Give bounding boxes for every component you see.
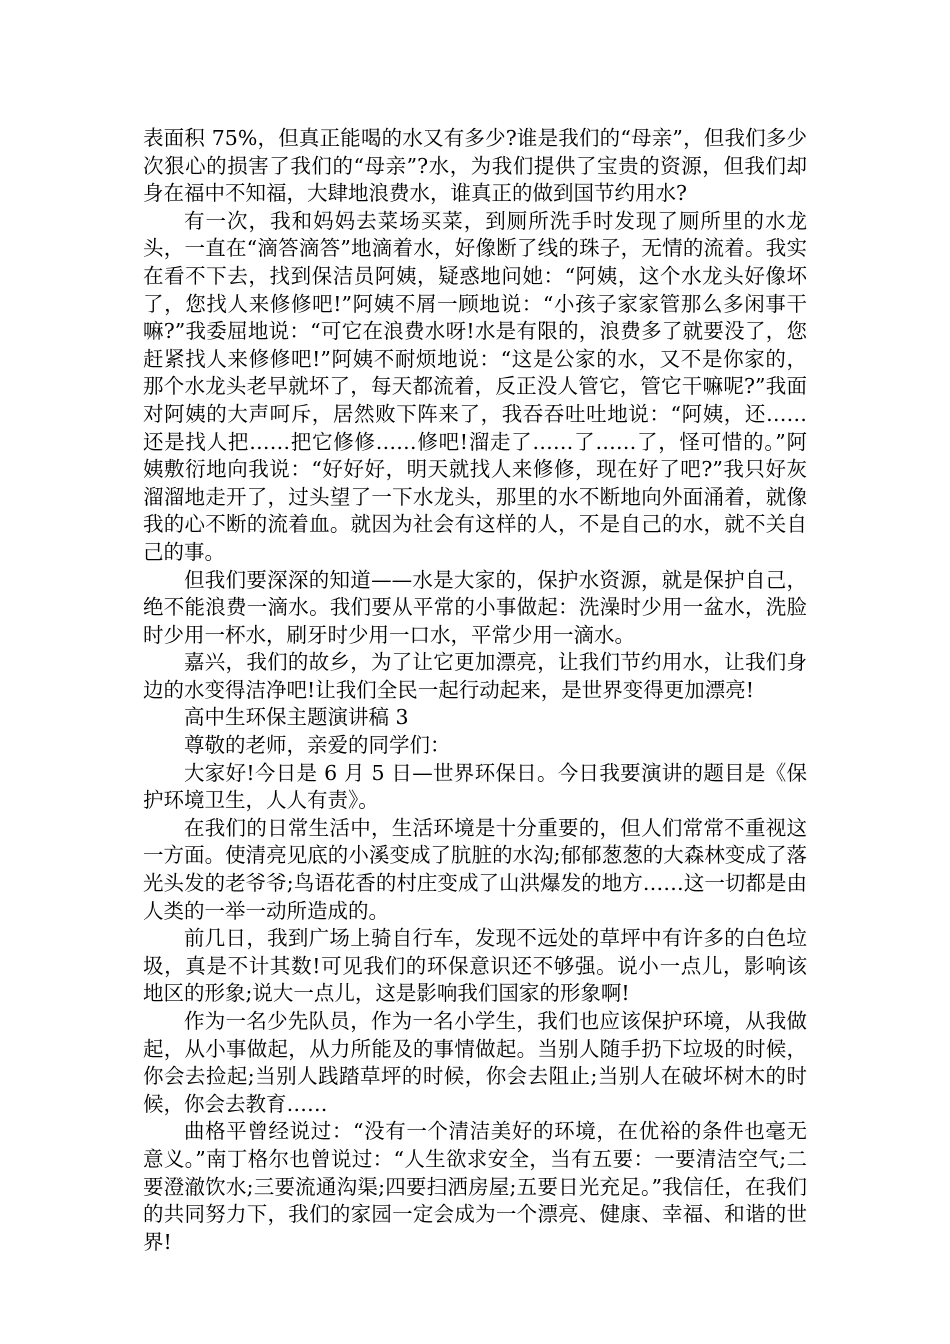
paragraph-quotes: 曲格平曾经说过：“没有一个清洁美好的环境，在优裕的条件也毫无意义。”南丁格尔也曾说过：“人生欲求安全，当有五要：一要清洁空气;二要澄澈饮水;三要流通沟渠;四要扫洒房屋;五要日光充足。”我信任，在我们的共同努力下，我们的家园一定会成为一个漂亮、健康、幸福、和谐的世界!: [143, 1119, 807, 1254]
paragraph-environment-day: 大家好!今日是 6 月 5 日—世界环保日。今日我要演讲的题目是《保护环境卫生，人人有责》。: [143, 760, 807, 813]
paragraph-save-water: 但我们要深深的知道——水是大家的，保护水资源，就是保护自己，绝不能浪费一滴水。我们要从平常的小事做起：洗澡时少用一盆水，洗脸时少用一杯水，刷牙时少用一口水，平常少用一滴水。: [143, 567, 807, 647]
section-heading: 高中生环保主题演讲稿 3: [184, 705, 409, 730]
paragraph-jiaxing: 嘉兴，我们的故乡，为了让它更加漂亮，让我们节约用水，让我们身边的水变得洁净吧!让我们全民一起行动起来，是世界变得更加漂亮!: [143, 650, 807, 702]
document-body: [143, 125, 807, 1256]
paragraph-young-pioneer: 作为一名少先队员，作为一名小学生，我们也应该保护环境，从我做起，从小事做起，从力所能及的事情做起。当别人随手扔下垃圾的时候，你会去捡起;当别人践踏草坪的时候，你会去阻止;当别人在破坏树木的时候，你会去教育……: [143, 1009, 807, 1116]
paragraph-water-intro: 表面积 75%，但真正能喝的水又有多少?谁是我们的“母亲”，但我们多少次狠心的损害了我们的“母亲”?水，为我们提供了宝贵的资源，但我们却身在福中不知福，大肆地浪费水，谁真正的做到国节约用水?: [143, 126, 807, 206]
paragraph-faucet-story: 有一次，我和妈妈去菜场买菜，到厕所洗手时发现了厕所里的水龙头，一直在“滴答滴答”地滴着水，好像断了线的珠子，无情的流着。我实在看不下去，找到保洁员阿姨，疑惑地问她：“阿姨，这个水龙头好像坏了，您找人来修修吧!”阿姨不屑一顾地说：“小孩子家家管那么多闲事干嘛?”我委屈地说：“可它在浪费水呀!水是有限的，浪费多了就要没了，您赶紧找人来修修吧!”阿姨不耐烦地说：“这是公家的水，又不是你家的，那个水龙头老早就坏了，每天都流着，反正没人管它，管它干嘛呢?”我面对阿姨的大声呵斥，居然败下阵来了，我吞吞吐吐地说：“阿姨，还……还是找人把……把它修修……修吧!溜走了……了……了，怪可惜的。”阿姨敷衍地向我说：“好好好，明天就找人来修修，现在好了吧?”我只好灰溜溜地走开了，过头望了一下水龙头，那里的水不断地向外面涌着，就像我的心不断的流着血。就因为社会有这样的人，不是自己的水，就不关自己的事。: [143, 208, 807, 564]
salutation: 尊敬的老师，亲爱的同学们：: [184, 733, 451, 758]
paragraph-plaza: 前几日，我到广场上骑自行车，发现不远处的草坪中有许多的白色垃圾，真是不计其数!可见我们的环保意识还不够强。说小一点儿，影响该地区的形象;说大一点儿，这是影响我们国家的形象啊!: [143, 926, 807, 1006]
paragraph-daily-life: 在我们的日常生活中，生活环境是十分重要的，但人们常常不重视这一方面。使清亮见底的小溪变成了肮脏的水沟;郁郁葱葱的大森林变成了落光头发的老爷爷;鸟语花香的村庄变成了山洪爆发的地方……这一切都是由人类的一举一动所造成的。: [143, 815, 807, 923]
